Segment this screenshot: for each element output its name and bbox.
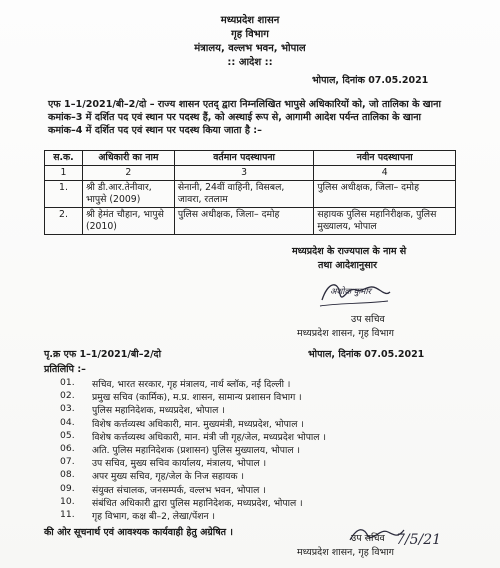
copy-date: भोपाल, दिनांक 07.05.2021 xyxy=(308,349,425,360)
authority-line-2: तथा आदेशानुसार xyxy=(318,260,377,271)
row-sn: 1. xyxy=(45,181,83,208)
col-header-name: अधिकारी का नाम xyxy=(82,151,174,166)
col-number: 1 xyxy=(45,166,83,181)
copy-item-number: 10. xyxy=(60,495,75,507)
col-number: 3 xyxy=(174,166,314,181)
col-header-current: वर्तमान पदस्थापना xyxy=(174,151,314,166)
col-header-new: नवीन पदस्थापना xyxy=(314,151,456,166)
posting-table xyxy=(44,150,456,235)
table-header-row xyxy=(45,151,456,166)
copy-item-number: 11. xyxy=(60,509,75,520)
copy-item-text: पुलिस महानिदेशक, मध्यप्रदेश, भोपाल । xyxy=(92,405,225,417)
copy-item-number: 07. xyxy=(60,456,75,468)
copy-item-text: गृह विभाग, कक्ष बी–2, लेखा/पेंशन । xyxy=(92,511,215,522)
signatory-designation: उप सचिव xyxy=(351,314,385,325)
copy-item-number: 09. xyxy=(60,482,75,494)
table-number-row xyxy=(45,166,456,181)
closing-line: की ओर सूचनार्थ एवं आवश्यक कार्यवाही हेतु अग्रेषित । xyxy=(44,527,234,538)
copy-item-text: संयुक्त संचालक, जनसम्पर्क, वल्लभ भवन, भोपाल । xyxy=(92,484,266,496)
copy-item-number: 02. xyxy=(60,390,75,402)
officer-name: श्री डी.आर.तेनीवार, भापुसे (2009) xyxy=(82,181,174,208)
table-row xyxy=(45,181,456,208)
department-title: गृह विभाग xyxy=(231,29,269,40)
table-row xyxy=(45,208,456,235)
new-posting: सहायक पुलिस महानिरीक्षक, पुलिस मुख्यालय, भोपाल xyxy=(314,208,456,235)
copy-item-text: विशेष कर्त्तव्यस्थ अधिकारी, मान. मुख्यमंत्री, मध्यप्रदेश, भोपाल । xyxy=(92,418,304,430)
order-date: भोपाल, दिनांक 07.05.2021 xyxy=(312,75,429,86)
copy-item-number: 05. xyxy=(60,429,75,441)
copy-item-number: 06. xyxy=(60,443,75,454)
col-number: 4 xyxy=(314,166,456,181)
signature-text: अशोक कुमार xyxy=(330,287,371,297)
handwritten-date: 7/5/21 xyxy=(396,532,442,548)
copy-item-number: 04. xyxy=(60,416,75,428)
row-sn: 2. xyxy=(45,208,83,235)
col-number: 2 xyxy=(82,166,174,181)
copy-item-text: अति. पुलिस महानिदेशक (प्रशासन) पुलिस मुख्यालय, भोपाल । xyxy=(92,445,301,456)
copy-item-number: 08. xyxy=(60,469,75,481)
copy-item-number: 01. xyxy=(60,377,75,388)
officer-name: श्री हेमंत चौहान, भापुसे (2010) xyxy=(82,208,174,235)
new-posting: पुलिस अधीक्षक, जिला– दमोह xyxy=(314,181,456,208)
copy-label: प्रतिलिपि :– xyxy=(44,364,86,375)
footer-designation: उप सचिव xyxy=(351,533,385,544)
copy-item-number: 03. xyxy=(60,403,75,415)
copy-item-text: अपर मुख्य सचिव, गृह/जेल के निज सहायक । xyxy=(92,471,244,483)
signatory-department: मध्यप्रदेश शासन, गृह विभाग xyxy=(297,328,394,339)
current-posting: सेनानी, 24वीं वाहिनी, विसबल, जावरा, रतलाम xyxy=(174,181,314,208)
current-posting: पुलिस अधीक्षक, जिला– दमोह xyxy=(174,208,314,235)
copy-item-text: विशेष कर्त्तव्यस्थ अधिकारी, मान. मंत्री जी गृह/जेल, मध्यप्रदेश भोपाल । xyxy=(92,431,326,443)
govt-title: मध्यप्रदेश शासन xyxy=(220,15,280,26)
copy-item-text: उप सचिव, मुख्य सचिव कार्यालय, मंत्रालय, भोपाल । xyxy=(92,458,267,470)
col-header-sn: स.क. xyxy=(45,151,83,166)
order-heading: :: आदेश :: xyxy=(227,57,273,68)
office-address: मंत्रालय, वल्लभ भवन, भोपाल xyxy=(194,43,306,54)
order-paragraph: एफ 1–1/2021/बी–2/दो – राज्य शासन एतद् द्वारा निम्नलिखित भापुसे अधिकारियों को, जो तालिका के खाना कमांक–3 में दर्शित पद एवं स्थान पर पदस्थ हैं, को अस्थाई रूप से, आगामी आदेश पर्यन्त तालिका के खाना कमांक–4 में दर्शित पद एवं स्थान पर पदस्थ किया जाता है :– xyxy=(48,99,441,136)
copy-reference: पृ.क्र एफ 1–1/2021/बी–2/दो xyxy=(44,349,162,360)
copy-item-text: सचिव, भारत सरकार, गृह मंत्रालय, नार्थ ब्लॉक, नई दिल्ली । xyxy=(92,379,291,390)
copy-item-text: संबंधित अधिकारी द्वारा पुलिस महानिदेशक, मध्यप्रदेश, भोपाल । xyxy=(92,497,303,509)
officer-signature xyxy=(318,276,392,312)
footer-department: मध्यप्रदेश शासन, गृह विभाग xyxy=(297,547,394,558)
copy-item-text: प्रमुख सचिव (कार्मिक), म.प्र. शासन, सामान्य प्रशासन विभाग । xyxy=(92,392,302,404)
authority-line-1: मध्यप्रदेश के राज्यपाल के नाम से xyxy=(292,246,407,257)
